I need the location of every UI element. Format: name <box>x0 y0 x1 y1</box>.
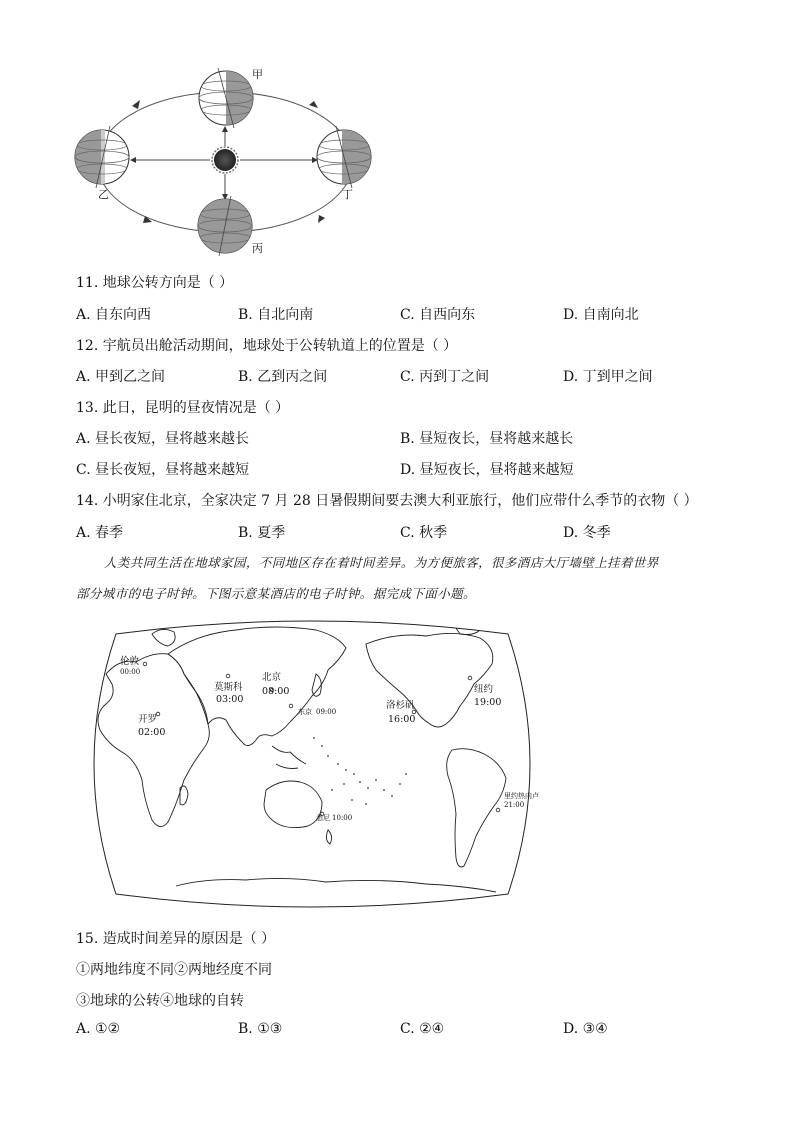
q15-option-b[interactable]: B. ①③ <box>238 1021 283 1037</box>
q11-option-a[interactable]: A. 自东向西 <box>76 307 152 323</box>
earth-bing-icon <box>198 196 258 256</box>
q12-option-c[interactable]: C. 丙到丁之间 <box>400 369 490 385</box>
earth-orbit-diagram <box>70 60 390 260</box>
q13-option-b[interactable]: B. 昼短夜长，昼将越来越长 <box>400 431 574 447</box>
world-time-map <box>76 614 548 914</box>
q15-statement-2: ③地球的公转④地球的自转 <box>76 993 244 1009</box>
q13-option-d[interactable]: D. 昼短夜长，昼将越来越短 <box>400 462 574 478</box>
q14-option-d[interactable]: D. 冬季 <box>563 525 611 541</box>
q15-option-d[interactable]: D. ③④ <box>563 1021 608 1037</box>
question-15-stem: 15. 造成时间差异的原因是（ ） <box>76 931 276 947</box>
question-14-stem: 14. 小明家住北京，全家决定 7 月 28 日暑假期间要去澳大利亚旅行，他们应带什么季节的衣物（ ） <box>76 493 698 509</box>
question-11-stem: 11. 地球公转方向是（ ） <box>76 275 234 291</box>
city-label-rio: 里约热内卢 <box>504 792 539 800</box>
position-label-jia: 甲 <box>252 68 263 81</box>
q12-option-a[interactable]: A. 甲到乙之间 <box>76 369 166 385</box>
q14-option-c[interactable]: C. 秋季 <box>400 525 448 541</box>
city-time-beijing: 08:00 <box>262 686 290 697</box>
earth-ding-icon <box>317 126 372 188</box>
city-label-tokyo: 东京 <box>298 708 312 716</box>
q14-option-a[interactable]: A. 春季 <box>76 525 124 541</box>
passage-line-2: 部分城市的电子时钟。下图示意某酒店的电子时钟。据完成下面小题。 <box>76 586 476 601</box>
q12-option-b[interactable]: B. 乙到丙之间 <box>238 369 328 385</box>
city-time-los-angeles: 16:00 <box>388 714 416 725</box>
q15-option-a[interactable]: A. ①② <box>76 1021 121 1037</box>
city-time-tokyo: 09:00 <box>316 708 337 716</box>
position-label-yi: 乙 <box>98 188 109 201</box>
q14-option-b[interactable]: B. 夏季 <box>238 525 286 541</box>
earth-jia-icon <box>199 68 256 128</box>
city-time-london: 00:00 <box>120 668 141 676</box>
q11-option-c[interactable]: C. 自西向东 <box>400 307 476 323</box>
question-12-stem: 12. 宇航员出舱活动期间，地球处于公转轨道上的位置是（ ） <box>76 338 458 354</box>
city-label-beijing: 北京 <box>262 672 282 683</box>
city-time-cairo: 02:00 <box>138 727 166 738</box>
position-label-ding: 丁 <box>342 188 353 201</box>
city-label-cairo: 开罗 <box>138 714 158 725</box>
q13-option-c[interactable]: C. 昼长夜短，昼将越来越短 <box>76 462 250 478</box>
city-time-moscow: 03:00 <box>216 694 244 705</box>
city-time-new-york: 19:00 <box>474 697 502 708</box>
q12-option-d[interactable]: D. 丁到甲之间 <box>563 369 653 385</box>
city-label-los-angeles: 洛杉矶 <box>386 700 415 711</box>
city-label-london: 伦敦 <box>120 656 140 667</box>
earth-yi-icon <box>75 126 129 188</box>
orbit-arrow-icon <box>318 215 325 223</box>
passage-line-1: 人类共同生活在地球家园，不同地区存在着时间差异。为方便旅客，很多酒店大厅墙壁上挂着世界 <box>104 555 659 570</box>
sun-icon <box>214 149 236 171</box>
q13-option-a[interactable]: A. 昼长夜短，昼将越来越长 <box>76 431 250 447</box>
q11-option-d[interactable]: D. 自南向北 <box>563 307 639 323</box>
q15-statement-1: ①两地纬度不同②两地经度不同 <box>76 962 272 978</box>
city-label-new-york: 纽约 <box>474 684 494 695</box>
city-time-sydney: 10:00 <box>332 814 353 822</box>
city-label-moscow: 莫斯科 <box>214 682 243 693</box>
orbit-arrow-icon <box>132 100 140 109</box>
q15-option-c[interactable]: C. ②④ <box>400 1021 445 1037</box>
city-label-sydney: 悉尼 <box>316 814 330 822</box>
city-time-rio: 21:00 <box>504 801 525 809</box>
orbit-arrow-icon <box>309 101 318 108</box>
q11-option-b[interactable]: B. 自北向南 <box>238 307 314 323</box>
question-13-stem: 13. 此日，昆明的昼夜情况是（ ） <box>76 400 290 416</box>
position-label-bing: 丙 <box>252 242 263 255</box>
